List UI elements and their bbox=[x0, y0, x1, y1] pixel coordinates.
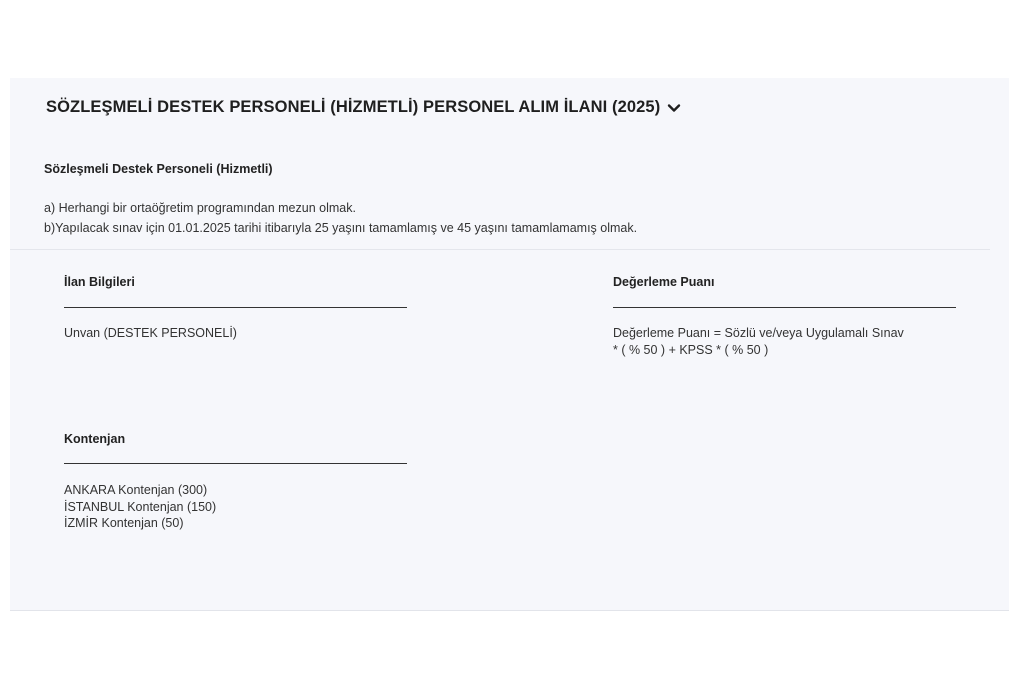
degerleme-puani-underline bbox=[613, 307, 956, 308]
listing-panel bbox=[10, 78, 1009, 611]
kontenjan-underline bbox=[64, 463, 407, 464]
list-item: İSTANBUL Kontenjan (150) bbox=[64, 499, 217, 514]
list-item: ANKARA Kontenjan (300) bbox=[64, 483, 208, 497]
requirement-item: a) Herhangi bir ortaöğretim programından mezun olmak. bbox=[44, 201, 356, 215]
listing-heading-toggle[interactable] bbox=[46, 98, 681, 117]
kontenjan-title: Kontenjan bbox=[64, 432, 126, 446]
chevron-down-icon[interactable] bbox=[667, 101, 681, 115]
degerleme-formula-line: Değerleme Puanı = Sözlü ve/veya Uygulamalı Sınav bbox=[613, 326, 904, 340]
requirement-item: b)Yapılacak sınav için 01.01.2025 tarihi itibarıyla 25 yaşını tamamlamış ve 45 yaşını tamamlamamış olmak. bbox=[44, 221, 638, 235]
list-item: İZMİR Kontenjan (50) bbox=[64, 516, 184, 530]
ilan-bilgileri-unvan: Unvan (DESTEK PERSONELİ) bbox=[64, 326, 237, 340]
ilan-bilgileri-underline bbox=[64, 307, 407, 308]
degerleme-formula-line: * ( % 50 ) + KPSS * ( % 50 ) bbox=[613, 342, 769, 357]
degerleme-puani-formula bbox=[613, 325, 904, 358]
ilan-bilgileri-title: İlan Bilgileri bbox=[64, 275, 135, 289]
degerleme-puani-title: Değerleme Puanı bbox=[613, 275, 715, 289]
listing-title: SÖZLEŞMELİ DESTEK PERSONELİ (HİZMETLİ) PERSONEL ALIM İLANI (2025) bbox=[46, 98, 661, 116]
position-subtitle: Sözleşmeli Destek Personeli (Hizmetli) bbox=[44, 162, 273, 176]
kontenjan-list bbox=[64, 482, 216, 532]
section-divider bbox=[10, 249, 990, 250]
